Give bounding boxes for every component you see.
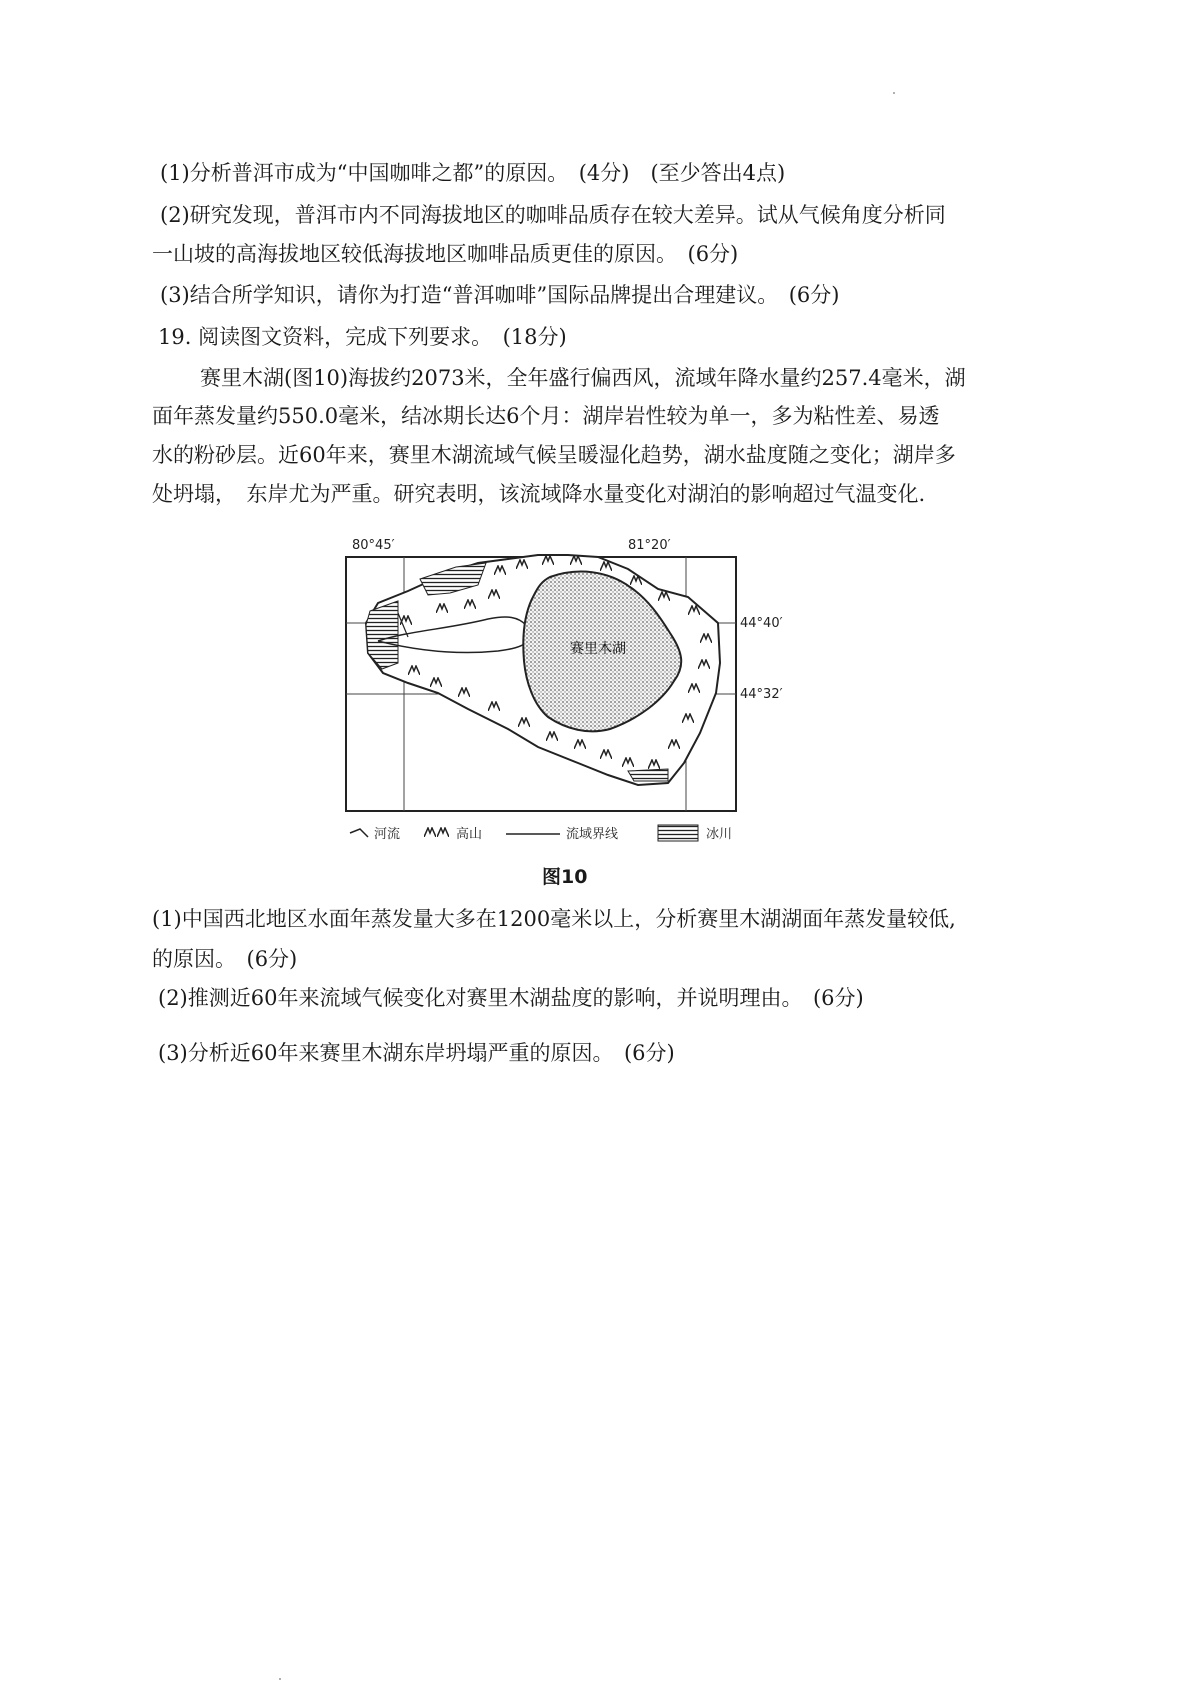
legend-river-label: 河流 [374,827,401,842]
material-line-4: 处坍塌， 东岸尤为严重。研究表明，该流域降水量变化对湖泊的影响超过气温变化. [152,482,926,506]
question-19-3: (3)分析近60年来赛里木湖东岸坍塌严重的原因。 (6分) [158,1041,675,1065]
question-19-1-line1: (1)中国西北地区水面年蒸发量大多在1200毫米以上，分析赛里木湖湖面年蒸发量较低, [152,907,956,931]
question-19-2: (2)推测近60年来流域气候变化对赛里木湖盐度的影响，并说明理由。 (6分) [158,986,864,1010]
glacier-south [628,769,668,781]
scan-speck [893,92,895,94]
legend-glacier-label: 冰川 [706,827,733,842]
question-19-heading: 19. 阅读图文资料，完成下列要求。 (18分) [158,325,567,349]
glacier-legend-icon [658,825,698,841]
figure-caption: 图10 [542,866,588,888]
latitude-top-label: 44°40′ [740,616,783,631]
material-line-1: 赛里木湖(图10)海拔约2073米，全年盛行偏西风，流域年降水量约257.4毫米，湖 [158,366,966,390]
sayram-lake-map [338,533,800,851]
question-18-2-line2: 一山坡的高海拔地区较低海拔地区咖啡品质更佳的原因。 (6分) [152,242,739,266]
longitude-right-label: 81°20′ [628,538,671,553]
legend-boundary-label: 流域界线 [566,827,619,842]
scan-speck-bottom [279,1678,281,1680]
lake-label: 赛里木湖 [570,641,626,657]
question-19-1-line2: 的原因。 (6分) [152,947,298,971]
river-legend-icon [350,829,368,837]
legend-mountain-label: 高山 [456,827,483,842]
longitude-left-label: 80°45′ [352,538,395,553]
material-line-2: 面年蒸发量约550.0毫米，结冰期长达6个月：湖岸岩性较为单一，多为粘性差、易透 [152,404,940,428]
material-line-3: 水的粉砂层。近60年来，赛里木湖流域气候呈暖湿化趋势，湖水盐度随之变化；湖岸多 [152,443,956,467]
question-18-3: (3)结合所学知识，请你为打造“普洱咖啡”国际品牌提出合理建议。 (6分) [160,283,840,307]
map-legend [350,825,732,842]
latitude-bottom-label: 44°32′ [740,687,783,702]
map-figure [338,533,800,851]
question-18-1: (1)分析普洱市成为“中国咖啡之都”的原因。 (4分) (至少答出4点) [160,161,786,185]
mountain-legend-icon [424,828,436,837]
question-18-2-line1: (2)研究发现，普洱市内不同海拔地区的咖啡品质存在较大差异。试从气候角度分析同 [160,203,946,227]
